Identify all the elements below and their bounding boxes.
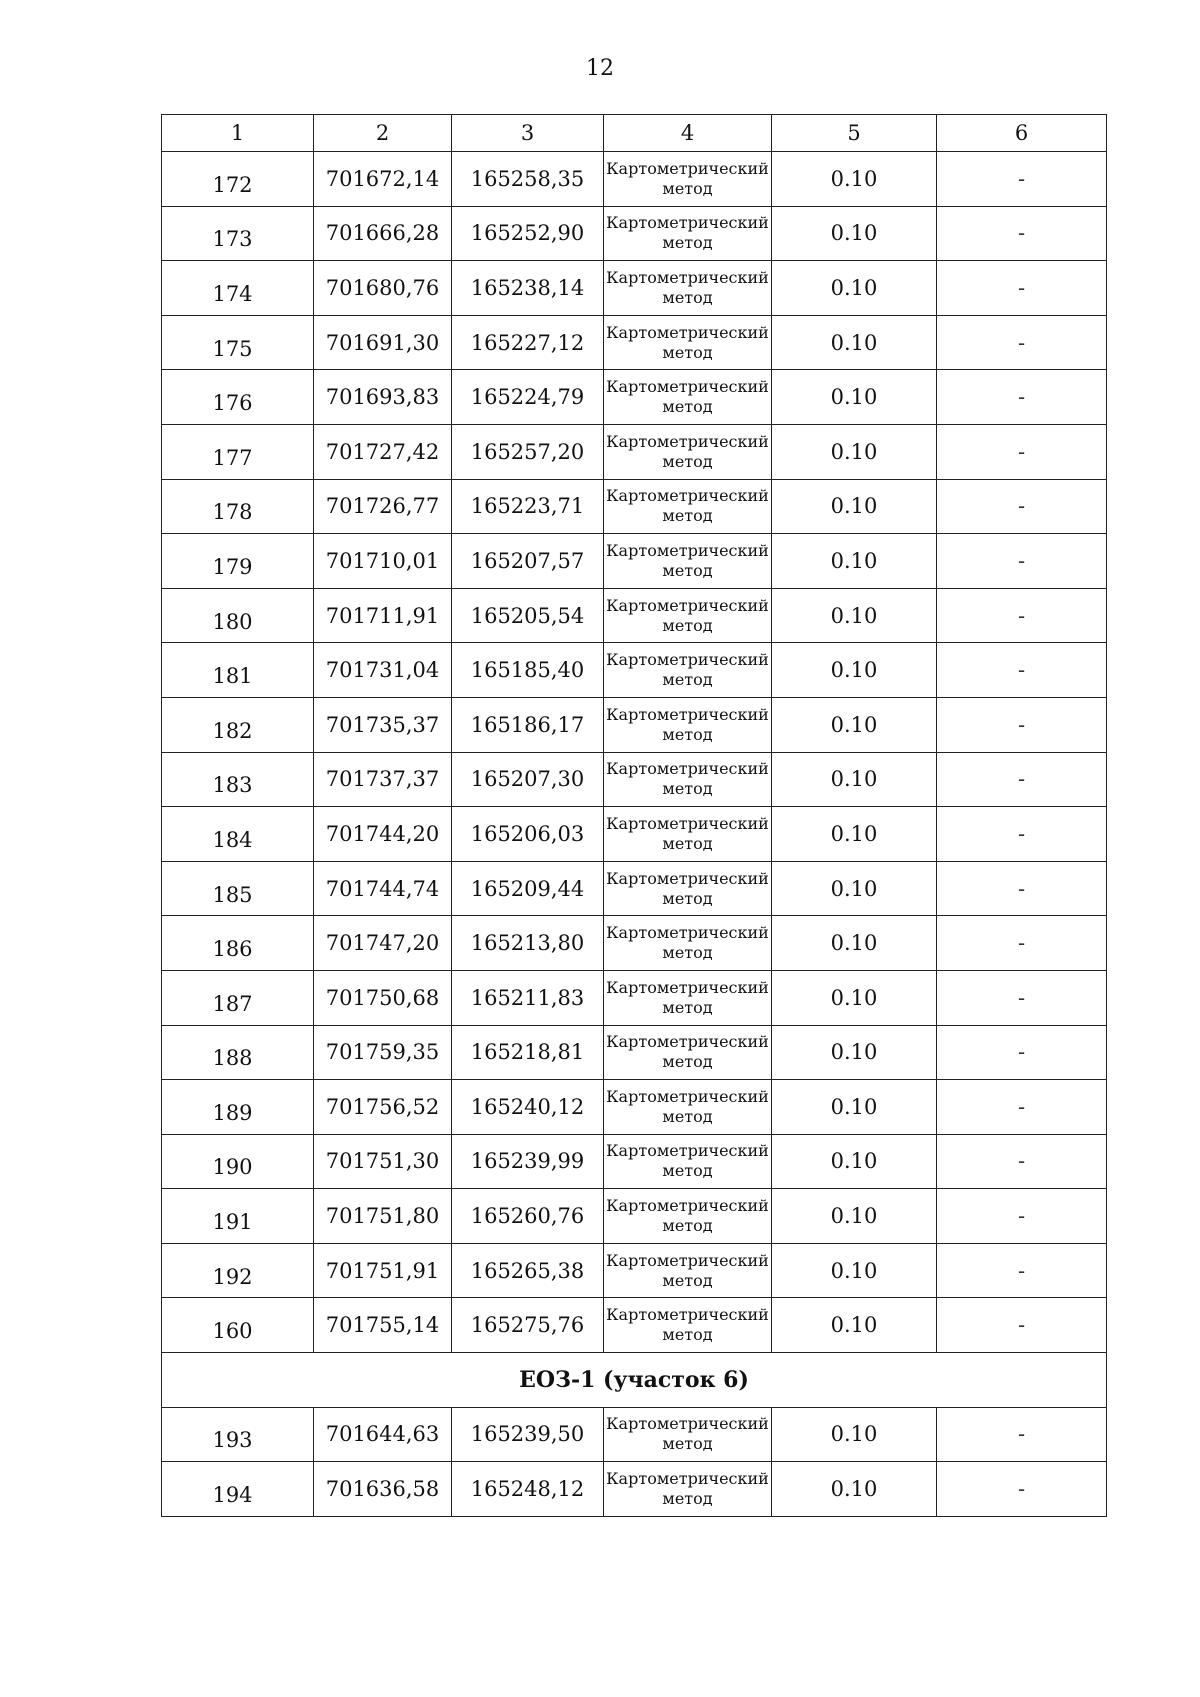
header-cell-5: 5 [772, 115, 937, 152]
method-line-2: метод [662, 943, 713, 963]
x-coordinate: 701755,14 [314, 1298, 452, 1353]
precision-value: 0.10 [772, 261, 937, 316]
precision-value: 0.10 [772, 1134, 937, 1189]
method-line-1: Картометрический [606, 1414, 769, 1434]
y-coordinate: 165211,83 [452, 970, 604, 1025]
point-id: 182 [212, 718, 253, 743]
header-cell-1: 1 [162, 115, 314, 152]
method-line-2: метод [662, 1434, 713, 1454]
point-id: 179 [212, 554, 253, 579]
precision-value: 0.10 [772, 370, 937, 425]
method-cell [604, 370, 772, 425]
point-id: 191 [212, 1210, 253, 1235]
precision-value: 0.10 [772, 588, 937, 643]
method-line-2: метод [662, 1216, 713, 1236]
method-line-2: метод [662, 1489, 713, 1509]
point-id: 194 [212, 1483, 253, 1508]
page-number: 12 [586, 56, 614, 81]
point-id-cell [162, 1243, 314, 1298]
point-id-cell [162, 315, 314, 370]
note-value: - [937, 1298, 1107, 1353]
point-id-cell [162, 424, 314, 479]
table-row [162, 1134, 1107, 1189]
note-value: - [937, 534, 1107, 589]
header-cell-4: 4 [604, 115, 772, 152]
x-coordinate: 701644,63 [314, 1407, 452, 1462]
method-cell [604, 534, 772, 589]
y-coordinate: 165257,20 [452, 424, 604, 479]
point-id-cell [162, 1462, 314, 1517]
method-cell [604, 1407, 772, 1462]
method-line-1: Картометрический [606, 213, 769, 233]
method-cell [604, 152, 772, 207]
header-cell-2: 2 [314, 115, 452, 152]
table-row [162, 861, 1107, 916]
coordinates-table [161, 114, 1107, 1517]
note-value: - [937, 1243, 1107, 1298]
x-coordinate: 701693,83 [314, 370, 452, 425]
y-coordinate: 165185,40 [452, 643, 604, 698]
method-line-2: метод [662, 615, 713, 635]
method-line-1: Картометрический [606, 1250, 769, 1270]
method-line-1: Картометрический [606, 1305, 769, 1325]
note-value: - [937, 315, 1107, 370]
table-row [162, 916, 1107, 971]
method-line-2: метод [662, 888, 713, 908]
precision-value: 0.10 [772, 424, 937, 479]
method-line-2: метод [662, 506, 713, 526]
table-row [162, 1189, 1107, 1244]
point-id: 185 [212, 882, 253, 907]
method-cell [604, 1189, 772, 1244]
x-coordinate: 701747,20 [314, 916, 452, 971]
method-cell [604, 752, 772, 807]
x-coordinate: 701751,80 [314, 1189, 452, 1244]
table-row [162, 479, 1107, 534]
x-coordinate: 701731,04 [314, 643, 452, 698]
method-line-1: Картометрический [606, 431, 769, 451]
point-id-cell [162, 261, 314, 316]
table-row [162, 970, 1107, 1025]
method-line-2: метод [662, 1052, 713, 1072]
method-line-2: метод [662, 779, 713, 799]
y-coordinate: 165239,50 [452, 1407, 604, 1462]
y-coordinate: 165265,38 [452, 1243, 604, 1298]
point-id: 190 [212, 1155, 253, 1180]
y-coordinate: 165227,12 [452, 315, 604, 370]
x-coordinate: 701666,28 [314, 206, 452, 261]
table-row [162, 534, 1107, 589]
method-line-2: метод [662, 178, 713, 198]
point-id: 188 [212, 1046, 253, 1071]
x-coordinate: 701726,77 [314, 479, 452, 534]
table-row [162, 1462, 1107, 1517]
table-row [162, 697, 1107, 752]
method-cell [604, 807, 772, 862]
method-line-1: Картометрический [606, 486, 769, 506]
method-line-1: Картометрический [606, 267, 769, 287]
point-id-cell [162, 1189, 314, 1244]
x-coordinate: 701680,76 [314, 261, 452, 316]
point-id-cell [162, 970, 314, 1025]
y-coordinate: 165186,17 [452, 697, 604, 752]
point-id-cell [162, 1407, 314, 1462]
point-id-cell [162, 861, 314, 916]
method-line-2: метод [662, 1270, 713, 1290]
method-line-1: Картометрический [606, 595, 769, 615]
table-row [162, 315, 1107, 370]
precision-value: 0.10 [772, 970, 937, 1025]
method-line-2: метод [662, 724, 713, 744]
precision-value: 0.10 [772, 807, 937, 862]
x-coordinate: 701636,58 [314, 1462, 452, 1517]
precision-value: 0.10 [772, 534, 937, 589]
x-coordinate: 701710,01 [314, 534, 452, 589]
method-cell [604, 1080, 772, 1135]
precision-value: 0.10 [772, 643, 937, 698]
method-line-1: Картометрический [606, 377, 769, 397]
x-coordinate: 701751,30 [314, 1134, 452, 1189]
note-value: - [937, 1407, 1107, 1462]
note-value: - [937, 1189, 1107, 1244]
x-coordinate: 701711,91 [314, 588, 452, 643]
y-coordinate: 165223,71 [452, 479, 604, 534]
table-row [162, 807, 1107, 862]
table-row [162, 588, 1107, 643]
point-id-cell [162, 479, 314, 534]
note-value: - [937, 370, 1107, 425]
table-body [162, 115, 1107, 1517]
note-value: - [937, 588, 1107, 643]
table-row [162, 643, 1107, 698]
precision-value: 0.10 [772, 916, 937, 971]
method-line-1: Картометрический [606, 813, 769, 833]
table-row [162, 261, 1107, 316]
precision-value: 0.10 [772, 206, 937, 261]
y-coordinate: 165239,99 [452, 1134, 604, 1189]
point-id-cell [162, 643, 314, 698]
method-cell [604, 1298, 772, 1353]
note-value: - [937, 261, 1107, 316]
precision-value: 0.10 [772, 1407, 937, 1462]
precision-value: 0.10 [772, 479, 937, 534]
method-line-1: Картометрический [606, 322, 769, 342]
table-row [162, 752, 1107, 807]
method-line-2: метод [662, 1161, 713, 1181]
method-line-1: Картометрический [606, 868, 769, 888]
precision-value: 0.10 [772, 152, 937, 207]
precision-value: 0.10 [772, 861, 937, 916]
method-cell [604, 261, 772, 316]
point-id-cell [162, 752, 314, 807]
y-coordinate: 165207,30 [452, 752, 604, 807]
table-row [162, 206, 1107, 261]
point-id: 186 [212, 937, 253, 962]
point-id: 173 [212, 227, 253, 252]
method-line-1: Картометрический [606, 977, 769, 997]
point-id-cell [162, 1134, 314, 1189]
method-cell [604, 1134, 772, 1189]
method-line-2: метод [662, 997, 713, 1017]
precision-value: 0.10 [772, 752, 937, 807]
point-id: 181 [212, 664, 253, 689]
table-row [162, 370, 1107, 425]
precision-value: 0.10 [772, 1189, 937, 1244]
point-id-cell [162, 697, 314, 752]
precision-value: 0.10 [772, 1462, 937, 1517]
x-coordinate: 701727,42 [314, 424, 452, 479]
table-row [162, 1080, 1107, 1135]
point-id: 193 [212, 1428, 253, 1453]
point-id: 172 [212, 172, 253, 197]
method-line-2: метод [662, 1325, 713, 1345]
method-line-2: метод [662, 451, 713, 471]
method-cell [604, 479, 772, 534]
method-line-2: метод [662, 1106, 713, 1126]
point-id: 160 [212, 1319, 253, 1344]
point-id-cell [162, 370, 314, 425]
precision-value: 0.10 [772, 1080, 937, 1135]
header-cell-3: 3 [452, 115, 604, 152]
x-coordinate: 701735,37 [314, 697, 452, 752]
x-coordinate: 701756,52 [314, 1080, 452, 1135]
method-cell [604, 424, 772, 479]
note-value: - [937, 643, 1107, 698]
y-coordinate: 165207,57 [452, 534, 604, 589]
y-coordinate: 165218,81 [452, 1025, 604, 1080]
method-cell [604, 643, 772, 698]
point-id: 187 [212, 991, 253, 1016]
y-coordinate: 165238,14 [452, 261, 604, 316]
header-row [162, 115, 1107, 152]
x-coordinate: 701751,91 [314, 1243, 452, 1298]
point-id: 189 [212, 1100, 253, 1125]
method-line-1: Картометрический [606, 1196, 769, 1216]
y-coordinate: 165252,90 [452, 206, 604, 261]
note-value: - [937, 1025, 1107, 1080]
note-value: - [937, 1462, 1107, 1517]
method-line-2: метод [662, 397, 713, 417]
section-title-row [162, 1353, 1107, 1408]
y-coordinate: 165209,44 [452, 861, 604, 916]
precision-value: 0.10 [772, 1243, 937, 1298]
point-id: 192 [212, 1264, 253, 1289]
y-coordinate: 165260,76 [452, 1189, 604, 1244]
point-id: 180 [212, 609, 253, 634]
method-cell [604, 916, 772, 971]
table-row [162, 424, 1107, 479]
precision-value: 0.10 [772, 1298, 937, 1353]
table-row [162, 1025, 1107, 1080]
point-id: 183 [212, 773, 253, 798]
method-cell [604, 1025, 772, 1080]
point-id: 178 [212, 500, 253, 525]
note-value: - [937, 424, 1107, 479]
method-line-2: метод [662, 670, 713, 690]
note-value: - [937, 807, 1107, 862]
y-coordinate: 165248,12 [452, 1462, 604, 1517]
x-coordinate: 701750,68 [314, 970, 452, 1025]
method-line-1: Картометрический [606, 704, 769, 724]
point-id-cell [162, 807, 314, 862]
note-value: - [937, 970, 1107, 1025]
method-cell [604, 1243, 772, 1298]
table-row [162, 1298, 1107, 1353]
point-id: 174 [212, 281, 253, 306]
note-value: - [937, 206, 1107, 261]
table-row [162, 1243, 1107, 1298]
method-line-2: метод [662, 342, 713, 362]
x-coordinate: 701672,14 [314, 152, 452, 207]
method-line-1: Картометрический [606, 1141, 769, 1161]
method-line-2: метод [662, 287, 713, 307]
method-cell [604, 315, 772, 370]
section-title: ЕОЗ-1 (участок 6) [162, 1353, 1107, 1408]
method-line-1: Картометрический [606, 158, 769, 178]
point-id-cell [162, 916, 314, 971]
y-coordinate: 165205,54 [452, 588, 604, 643]
y-coordinate: 165213,80 [452, 916, 604, 971]
y-coordinate: 165275,76 [452, 1298, 604, 1353]
point-id: 176 [212, 391, 253, 416]
table-row [162, 1407, 1107, 1462]
method-line-1: Картометрический [606, 923, 769, 943]
method-line-1: Картометрический [606, 540, 769, 560]
note-value: - [937, 1080, 1107, 1135]
method-cell [604, 206, 772, 261]
point-id-cell [162, 206, 314, 261]
point-id-cell [162, 534, 314, 589]
method-line-1: Картометрический [606, 650, 769, 670]
y-coordinate: 165258,35 [452, 152, 604, 207]
table-row [162, 152, 1107, 207]
precision-value: 0.10 [772, 1025, 937, 1080]
method-line-2: метод [662, 560, 713, 580]
method-cell [604, 588, 772, 643]
method-line-1: Картометрический [606, 759, 769, 779]
header-cell-6: 6 [937, 115, 1107, 152]
y-coordinate: 165240,12 [452, 1080, 604, 1135]
method-cell [604, 697, 772, 752]
point-id-cell [162, 1080, 314, 1135]
note-value: - [937, 1134, 1107, 1189]
x-coordinate: 701691,30 [314, 315, 452, 370]
method-line-1: Картометрический [606, 1469, 769, 1489]
precision-value: 0.10 [772, 697, 937, 752]
note-value: - [937, 861, 1107, 916]
point-id: 175 [212, 336, 253, 361]
point-id-cell [162, 1298, 314, 1353]
method-cell [604, 970, 772, 1025]
point-id-cell [162, 1025, 314, 1080]
note-value: - [937, 916, 1107, 971]
method-line-1: Картометрический [606, 1086, 769, 1106]
method-line-2: метод [662, 833, 713, 853]
point-id: 184 [212, 827, 253, 852]
note-value: - [937, 697, 1107, 752]
point-id: 177 [212, 445, 253, 470]
point-id-cell [162, 152, 314, 207]
x-coordinate: 701744,74 [314, 861, 452, 916]
precision-value: 0.10 [772, 315, 937, 370]
method-line-1: Картометрический [606, 1032, 769, 1052]
x-coordinate: 701737,37 [314, 752, 452, 807]
note-value: - [937, 479, 1107, 534]
y-coordinate: 165206,03 [452, 807, 604, 862]
note-value: - [937, 152, 1107, 207]
y-coordinate: 165224,79 [452, 370, 604, 425]
method-line-2: метод [662, 233, 713, 253]
note-value: - [937, 752, 1107, 807]
x-coordinate: 701759,35 [314, 1025, 452, 1080]
method-cell [604, 1462, 772, 1517]
x-coordinate: 701744,20 [314, 807, 452, 862]
point-id-cell [162, 588, 314, 643]
method-cell [604, 861, 772, 916]
